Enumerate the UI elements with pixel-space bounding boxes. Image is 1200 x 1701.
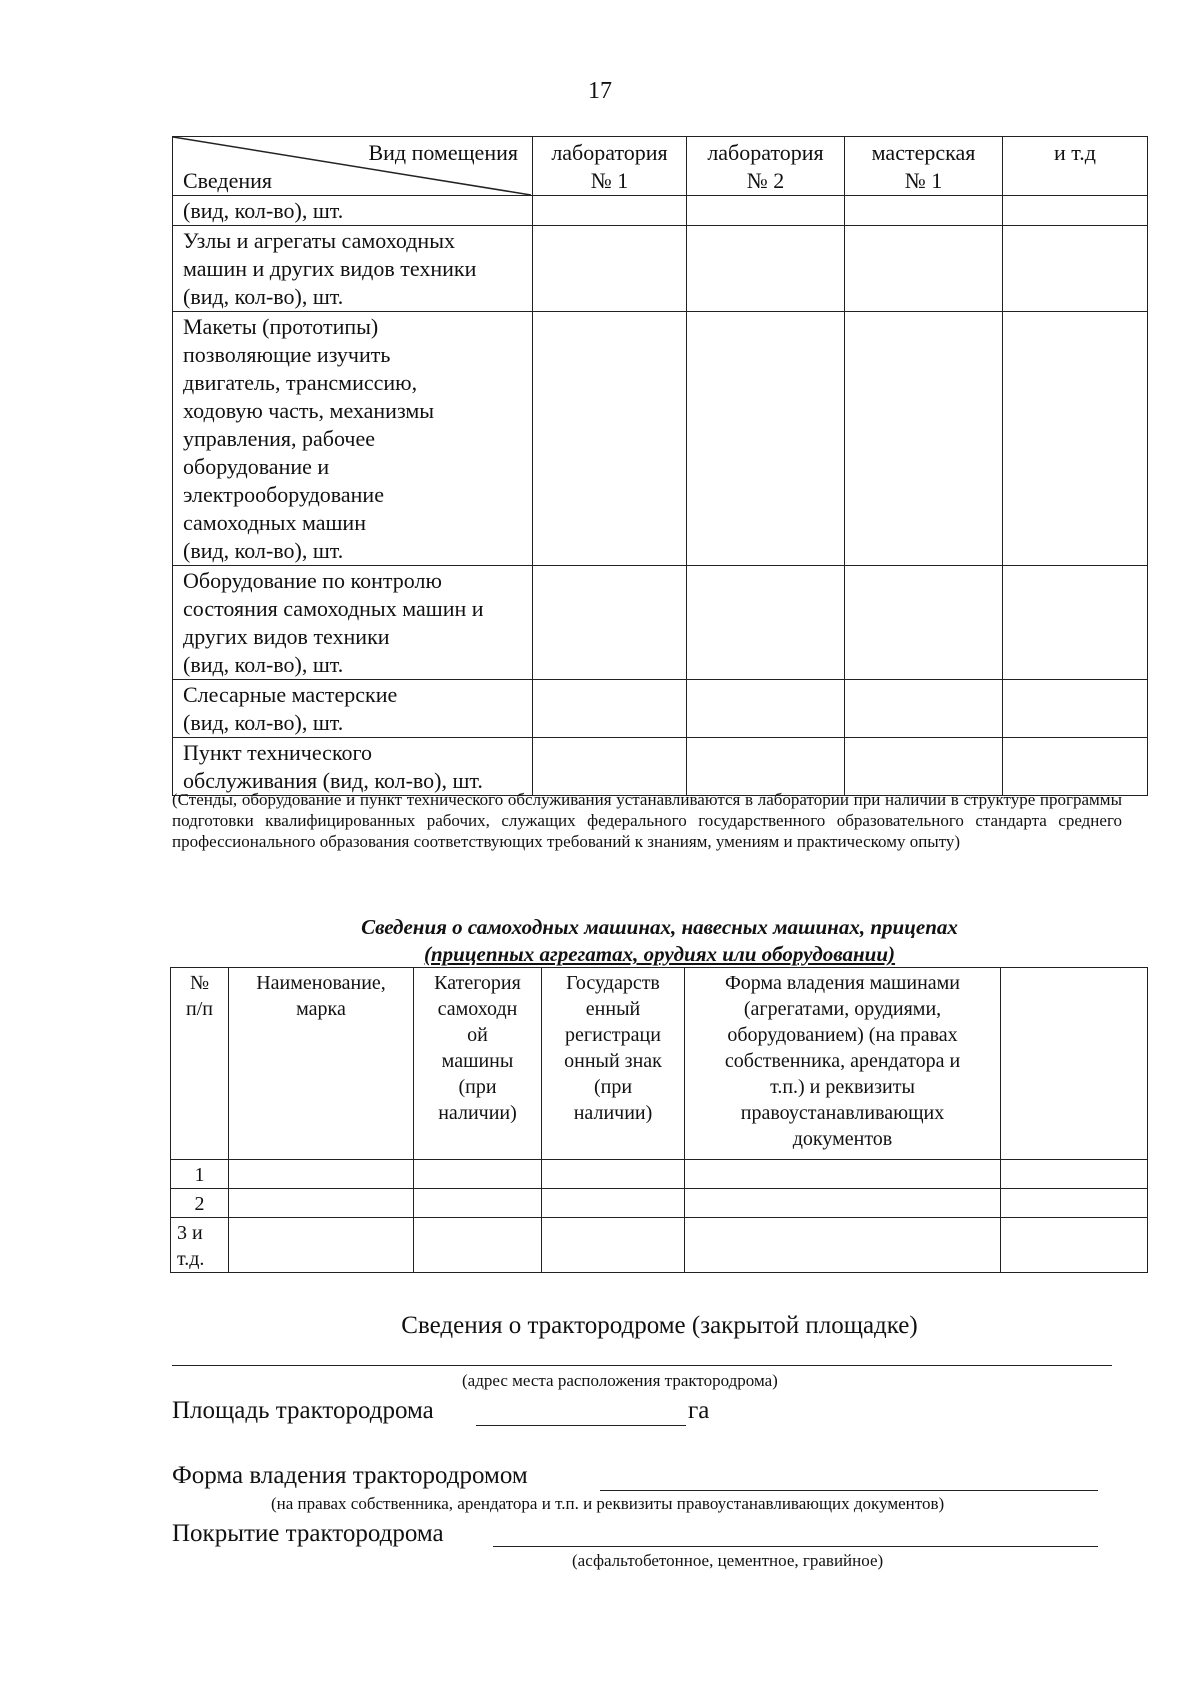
table-cell [533, 680, 687, 738]
table-cell [1003, 226, 1148, 312]
row-description: Слесарные мастерские (вид, кол-во), шт. [173, 680, 533, 738]
coverage-blank-line[interactable] [493, 1546, 1098, 1547]
table-cell [1003, 680, 1148, 738]
table-cell [229, 1189, 414, 1218]
table-cell [414, 1189, 542, 1218]
column-header: Наименование, марка [229, 968, 414, 1160]
row-number: 1 [171, 1160, 229, 1189]
table-row [171, 1160, 1148, 1189]
table-cell [1003, 566, 1148, 680]
coverage-label: Покрытие трактородрома [172, 1520, 444, 1547]
table-cell [685, 1160, 1001, 1189]
table-cell [414, 1160, 542, 1189]
address-caption: (адрес места расположения трактородрома) [462, 1371, 778, 1390]
row-number: 2 [171, 1189, 229, 1218]
table-cell [845, 738, 1003, 796]
table-cell [533, 566, 687, 680]
column-header: мастерская № 1 [845, 137, 1003, 196]
table-row [173, 226, 1148, 312]
table-cell [845, 566, 1003, 680]
table-row [173, 566, 1148, 680]
column-header: лаборатория № 2 [687, 137, 845, 196]
table-cell [414, 1218, 542, 1273]
table-cell [1003, 738, 1148, 796]
tractor-section-title: Сведения о трактородроме (закрытой площадке) [401, 1312, 918, 1339]
table-cell [1001, 1160, 1148, 1189]
premises-table [172, 136, 1148, 796]
area-blank-line[interactable] [476, 1425, 686, 1426]
table-cell [229, 1160, 414, 1189]
table-row [171, 1189, 1148, 1218]
column-header: и т.д [1003, 137, 1148, 196]
table-corner-cell [173, 137, 533, 196]
table-cell [687, 196, 845, 226]
table-cell [687, 680, 845, 738]
table-row [173, 738, 1148, 796]
ownership-caption: (на правах собственника, арендатора и т.п. и реквизиты правоустанавливающих документов) [271, 1494, 945, 1513]
table-cell [533, 312, 687, 566]
table-cell [845, 196, 1003, 226]
row-description: Узлы и агрегаты самоходных машин и других видов техники (вид, кол-во), шт. [173, 226, 533, 312]
table-row [173, 196, 1148, 226]
table-cell [687, 738, 845, 796]
row-number: 3 и т.д. [171, 1218, 229, 1273]
coverage-caption: (асфальтобетонное, цементное, гравийное) [572, 1551, 884, 1570]
table-row [173, 680, 1148, 738]
table-cell [542, 1160, 685, 1189]
column-header: № п/п [171, 968, 229, 1160]
row-description: (вид, кол-во), шт. [173, 196, 533, 226]
table-cell [687, 312, 845, 566]
address-blank-line[interactable] [172, 1365, 1112, 1366]
table-cell [533, 738, 687, 796]
area-unit: га [688, 1397, 710, 1424]
table-row [171, 1218, 1148, 1273]
table-cell [1003, 196, 1148, 226]
column-header: Категория самоходн ой машины (при наличии) [414, 968, 542, 1160]
machines-table [170, 967, 1148, 1273]
table-row [173, 312, 1148, 566]
corner-bottom-label: Сведения [183, 168, 273, 193]
column-header: лаборатория № 1 [533, 137, 687, 196]
ownership-label: Форма владения трактородромом [172, 1462, 528, 1489]
table-cell [685, 1218, 1001, 1273]
table-cell [542, 1189, 685, 1218]
table-header-row [171, 968, 1148, 1160]
table-cell [1003, 312, 1148, 566]
column-header: Форма владения машинами (агрегатами, орудиями, оборудованием) (на правах собственника, арендатора и т.п.) и реквизиты правоустанавливающих документов [685, 968, 1001, 1160]
machines-section-title: Сведения о самоходных машинах, навесных машинах, прицепах (прицепных агрегатах, орудиях или оборудовании) [361, 915, 958, 966]
table-cell [542, 1218, 685, 1273]
row-description: Макеты (прототипы) позволяющие изучить двигатель, трансмиссию, ходовую часть, механизмы управления, рабочее оборудование и электрооборудование самоходных машин (вид, кол-во), шт. [173, 312, 533, 566]
premises-note: (Стенды, оборудование и пункт технического обслуживания устанавливаются в лаборатории при наличии в структуре программы подготовки квалифицированных рабочих, служащих федерального государственного образовательного стандарта среднего профессионального образования соответствующих требований к знаниям, умениям и практическому опыту) [172, 790, 1122, 851]
table-cell [685, 1189, 1001, 1218]
column-header [1001, 968, 1148, 1160]
table-cell [1001, 1189, 1148, 1218]
table-cell [533, 196, 687, 226]
corner-top-label: Вид помещения [368, 140, 518, 165]
row-description: Оборудование по контролю состояния самоходных машин и других видов техники (вид, кол-во), шт. [173, 566, 533, 680]
page-number: 17 [588, 78, 612, 104]
table-cell [845, 680, 1003, 738]
table-cell [845, 312, 1003, 566]
table-cell [533, 226, 687, 312]
row-description: Пункт технического обслуживания (вид, кол-во), шт. [173, 738, 533, 796]
table-cell [845, 226, 1003, 312]
column-header: Государств енный регистраци онный знак (при наличии) [542, 968, 685, 1160]
area-label: Площадь трактородрома [172, 1397, 434, 1424]
table-cell [1001, 1218, 1148, 1273]
table-cell [229, 1218, 414, 1273]
table-cell [687, 226, 845, 312]
ownership-blank-line[interactable] [600, 1490, 1098, 1491]
table-cell [687, 566, 845, 680]
